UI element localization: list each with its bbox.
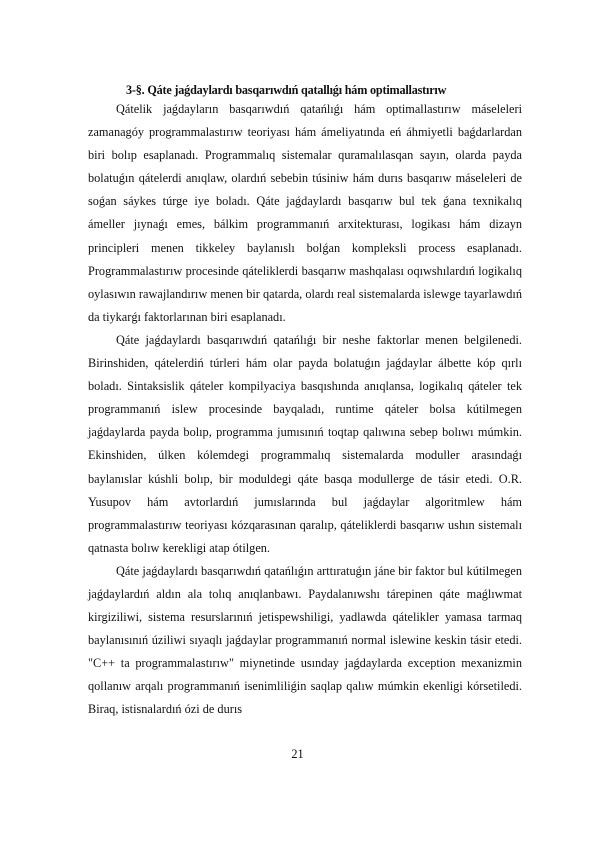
paragraph: Qáte jaǵdaylardı basqarıwdıń qatańlıǵı bir neshe faktorlar menen belgilenedi. Birinshiden, qátelerdiń túrleri hám olar payda bolatuǵın jaǵdaylar álbette kóp qırlı boladı. Sintaksislik qáteler kompilyaciya basqıshında anıqlansa, logikalıq qáteler tek programmanıń islew procesinde bayqaladı, runtime qáteler bolsa kútilmegen jaǵdaylarda payda bolıp, programma jumısınıń toqtap qalıwına sebep bolıwı múmkin. Ekinshiden, úlken kólemdegi programmalıq sistemalarda moduller arasındaǵı baylanıslar kúshli bolıp, bir moduldegi qáte basqa modullerge de tásir etedi. O.R. Yusupov hám avtorlardıń jumıslarında bul jaǵdaylar algoritmlew hám programmalastırıw teoriyası kózqarasınan qaralıp, qáteliklerdi basqarıw ushın sistemalı qatnasta bolıw kerekligi atap ótilgen. — [88, 332, 522, 555]
section-heading: 3-§. Qáte jaǵdaylardı basqarıwdıń qatallıǵı hám optimallastırıw — [126, 83, 447, 97]
body-text — [88, 98, 522, 722]
paragraph: Qáte jaǵdaylardı basqarıwdıń qatańlıǵın arttıratuǵın jáne bir faktor bul kútilmegen jaǵdaylardıń aldın ala tolıq anıqlanbawı. Paydalanıwshı tárepinen qáte maǵlıwmat kirgiziliwi, sistema resurslarınıń jetispewshiligi, yadlawda qátelikler yamasa tarmaq baylanısınıń úziliwi sıyaqlı jaǵdaylar programmanıń normal islewine keskin tásir etedi. "C++ ta programmalastırıw" miynetinde usınday jaǵdaylarda exception mexanizmin qollanıw arqalı programmanıń isenimliliǵin saqlap qalıw múmkin ekenligi kórsetiledi. Biraq, istisnalardıń ózi de durıs — [88, 563, 522, 717]
paragraph: Qátelik jaǵdayların basqarıwdıń qatańlıǵı hám optimallastırıw máseleleri zamanagóy programmalastırıw teoriyası hám ámeliyatında eń áhmiyetli baǵdarlardan biri bolıp esaplanadı. Programmalıq sistemalar quramalılasqan sayın, olarda payda bolatuǵın qátelerdi anıqlaw, olardıń sebebin túsiniw hám durıs basqarıw máseleleri de soǵan sáykes túrge iye boladı. Qáte jaǵdaylardı basqarıw bul tek ǵana texnikalıq ámeller jıynaǵı emes, bálkim programmanıń arxitekturası, logikası hám dizayn principleri menen tikkeley baylanıslı bolǵan kompleksli process esaplanadı. Programmalastırıw procesinde qáteliklerdi basqarıw mashqalası oqıwshılardıń logikalıq oylasıwın rawajlandırıw menen bir qatarda, olardı real sistemalarda islewge tayarlawdıń da tiykarǵı faktorlarınan biri esaplanadı. — [88, 102, 522, 324]
page-number: 21 — [291, 747, 304, 761]
